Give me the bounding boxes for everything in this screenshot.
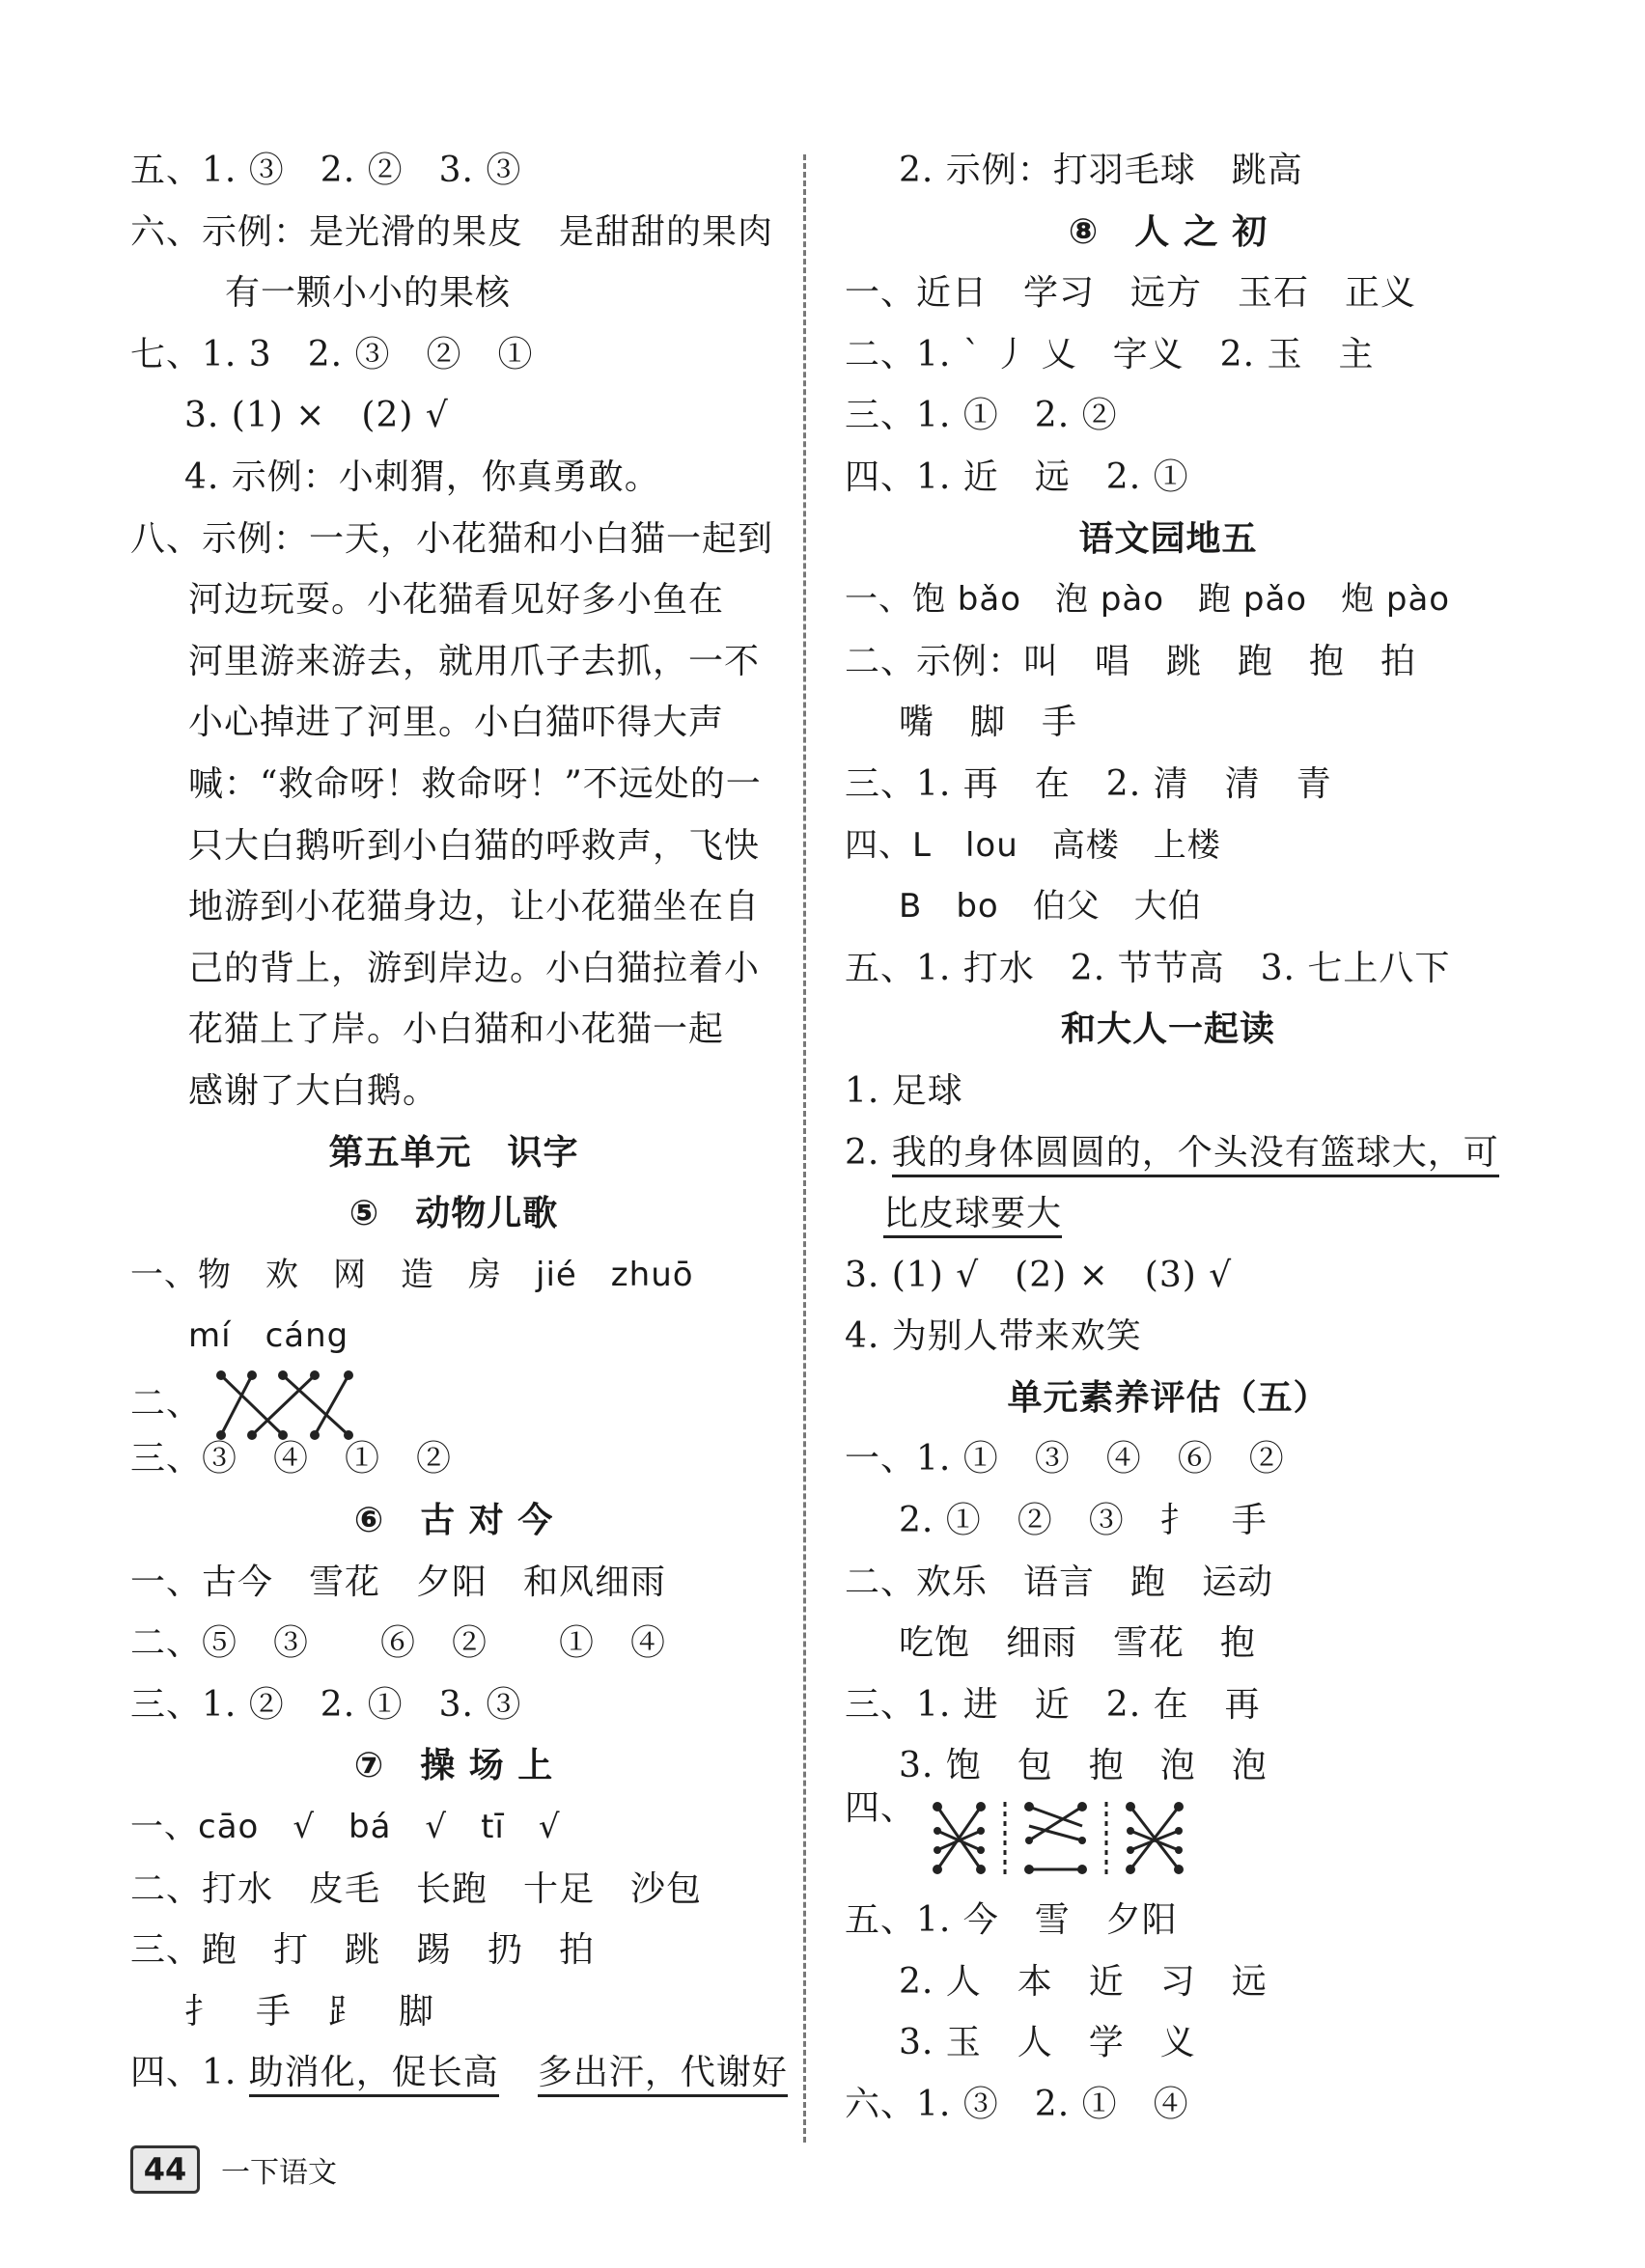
answer-line: 嘴 脚 手 — [899, 703, 1078, 743]
answer-line: 4. 示例：小刺猬，你真勇敢。 — [184, 456, 660, 497]
answer-line: 3. 玉 人 学 义 — [899, 2023, 1196, 2063]
answer-line: 一、物 欢 网 造 房 jié zhuō — [130, 1255, 694, 1294]
answer-line: 4. 为别人带来欢笑 — [845, 1316, 1142, 1357]
underlined-answer: 多出汗，代谢好 — [538, 2053, 788, 2097]
answer-line — [130, 2042, 788, 2104]
answer-line — [845, 1788, 1492, 1890]
item-prefix: 四、1. — [130, 2053, 249, 2093]
answer-line: 三、1. ① 2. ② — [845, 396, 1118, 436]
answer-line: 二、欢乐 语言 跑 运动 — [845, 1562, 1274, 1602]
answer-line: 一、近日 学习 远方 玉石 正义 — [845, 273, 1417, 314]
page-number: 44 — [130, 2145, 200, 2194]
section-heading: 语文园地五 — [1078, 518, 1258, 559]
matching-lines-diagram — [928, 1797, 1217, 1884]
section-heading: 单元素养评估（五） — [1007, 1377, 1329, 1418]
answer-line — [845, 1122, 1499, 1184]
item-prefix: 2. — [845, 1132, 892, 1173]
underlined-answer: 我的身体圆圆的，个头没有篮球大，可 — [892, 1133, 1499, 1177]
answer-line: 三、1. 进 近 2. 在 再 — [845, 1684, 1261, 1725]
answer-line: 二、1. ˋ 丿 乂 字义 2. 玉 主 — [845, 334, 1375, 374]
answer-line: 吃饱 细雨 雪花 抱 — [899, 1623, 1257, 1664]
answer-line: 地游到小花猫身边，让小花猫坐在自 — [188, 887, 761, 927]
answer-line: 感谢了大白鹅。 — [188, 1070, 439, 1111]
answer-line: 2. 人 本 近 习 远 — [899, 1961, 1268, 2002]
lesson-heading: ⑤ 动物儿歌 — [349, 1194, 559, 1234]
answer-line: 六、1. ③ 2. ① ④ — [845, 2084, 1189, 2124]
left-column — [130, 140, 788, 2104]
answer-line: 三、跑 打 跳 踢 扔 拍 — [130, 1930, 596, 1971]
answer-line: 3. (1) × (2) √ — [184, 396, 449, 436]
item-prefix: 二、 — [130, 1383, 203, 1424]
answer-line: 2. ① ② ③ 扌 手 — [899, 1501, 1268, 1541]
answer-line: 3. 饱 包 抱 泡 泡 — [899, 1746, 1268, 1786]
answer-line: 花猫上了岸。小白猫和小花猫一起 — [188, 1010, 725, 1050]
book-label: 一下语文 — [221, 2156, 337, 2190]
underlined-answer: 助消化，促长高 — [249, 2053, 499, 2097]
answer-line: 五、1. 打水 2. 节节高 3. 七上八下 — [845, 948, 1451, 988]
answer-line: 一、饱 bǎo 泡 pào 跑 pǎo 炮 pào — [845, 580, 1451, 620]
answer-line: 3. (1) √ (2) × (3) √ — [845, 1255, 1233, 1295]
answer-line: 二、⑤ ③ ⑥ ② ① ④ — [130, 1623, 667, 1664]
section-heading: 和大人一起读 — [1060, 1010, 1275, 1050]
section-heading: 第五单元 识字 — [328, 1132, 579, 1173]
answer-line: 己的背上，游到岸边。小白猫拉着小 — [188, 948, 761, 988]
answer-line: 2. 示例：打羽毛球 跳高 — [899, 151, 1303, 190]
column-divider — [803, 154, 806, 2143]
answer-line: B bo 伯父 大伯 — [899, 887, 1202, 927]
answer-line: 三、③ ④ ① ② — [130, 1439, 453, 1480]
answer-line: 二、打水 皮毛 长跑 十足 沙包 — [130, 1868, 703, 1909]
answer-line: 五、1. ③ 2. ② 3. ③ — [130, 151, 522, 190]
right-column — [845, 140, 1499, 2135]
answer-line: 扌 手 ⻊ 脚 — [184, 1991, 435, 2032]
answer-line: 只大白鹅听到小白猫的呼救声，飞快 — [188, 825, 761, 866]
answer-line: 河里游来游去，就用爪子去抓，一不 — [188, 641, 761, 681]
answer-line: 一、1. ① ③ ④ ⑥ ② — [845, 1439, 1285, 1480]
page-footer — [130, 2144, 337, 2195]
lesson-heading: ⑥ 古 对 今 — [353, 1501, 554, 1541]
answer-line: 四、1. 近 远 2. ① — [845, 456, 1189, 497]
answer-line: 河边玩耍。小花猫看见好多小鱼在 — [188, 580, 725, 621]
answer-line: 三、1. ② 2. ① 3. ③ — [130, 1684, 522, 1725]
lesson-heading: ⑦ 操 场 上 — [353, 1746, 554, 1786]
answer-line: mí cáng — [188, 1316, 349, 1356]
answer-line: 四、L lou 高楼 上楼 — [845, 825, 1221, 865]
answer-line: 三、1. 再 在 2. 清 清 青 — [845, 763, 1332, 804]
answer-line: 一、古今 雪花 夕阳 和风细雨 — [130, 1562, 667, 1602]
answer-line: 七、1. 3 2. ③ ② ① — [130, 334, 534, 374]
lesson-heading: ⑧ 人 之 初 — [1068, 211, 1269, 252]
underlined-answer: 比皮球要大 — [883, 1194, 1062, 1238]
answer-line: 1. 足球 — [845, 1070, 963, 1111]
answer-line: 六、示例：是光滑的果皮 是甜甜的果肉 — [130, 211, 774, 252]
answer-line: 小心掉进了河里。小白猫吓得大声 — [188, 703, 725, 743]
answer-line: 二、示例：叫 唱 跳 跑 抱 拍 — [845, 641, 1417, 681]
answer-line: 有一颗小小的果核 — [225, 273, 512, 314]
answer-line: 五、1. 今 雪 夕阳 — [845, 1900, 1178, 1941]
answer-line — [130, 1368, 777, 1429]
answer-line: 喊：“救命呀！救命呀！”不远处的一 — [188, 763, 762, 804]
answer-line: 八、示例：一天，小花猫和小白猫一起到 — [130, 518, 774, 559]
answer-line: 一、cāo √ bá √ tī √ — [130, 1808, 561, 1847]
item-prefix: 四、 — [845, 1788, 917, 1829]
answer-line — [845, 1183, 1492, 1245]
